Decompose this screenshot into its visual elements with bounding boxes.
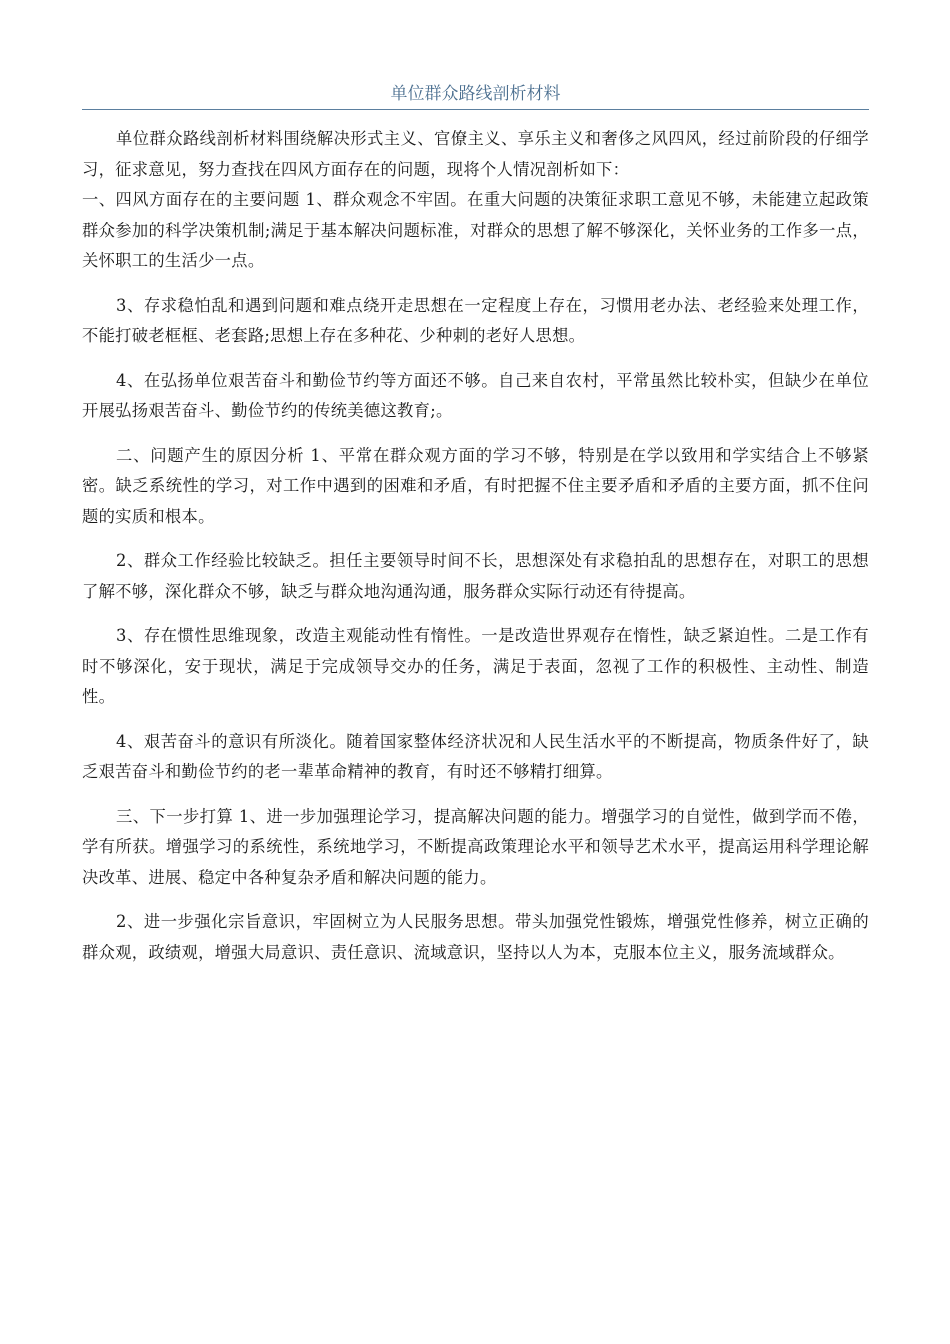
paragraph-2-2: 2、群众工作经验比较缺乏。担任主要领导时间不长，思想深处有求稳拍乱的思想存在，对职工的思想了解不够，深化群众不够，缺乏与群众地沟通沟通，服务群众实际行动还有待提高。 bbox=[82, 551, 869, 601]
paragraph-1-4: 4、在弘扬单位艰苦奋斗和勤俭节约等方面还不够。自己来自农村，平常虽然比较朴实，但缺少在单位开展弘扬艰苦奋斗、勤俭节约的传统美德这教育;。 bbox=[82, 370, 869, 420]
document-body bbox=[82, 124, 869, 968]
paragraph-section-2: 二、问题产生的原因分析 1、平常在群众观方面的学习不够，特别是在学以致用和学实结合上不够紧密。缺乏系统性的学习，对工作中遇到的困难和矛盾，有时把握不住主要矛盾和矛盾的主要方面，抓不住问题的实质和根本。 bbox=[82, 445, 869, 526]
paragraph-1-3: 3、存求稳怕乱和遇到问题和难点绕开走思想在一定程度上存在，习惯用老办法、老经验来处理工作，不能打破老框框、老套路;思想上存在多种花、少种刺的老好人思想。 bbox=[82, 295, 869, 345]
paragraph-section-1: 一、四风方面存在的主要问题 1、群众观念不牢固。在重大问题的决策征求职工意见不够，未能建立起政策群众参加的科学决策机制;满足于基本解决问题标准，对群众的思想了解不够深化，关怀业务的工作多一点，关怀职工的生活少一点。 bbox=[82, 190, 869, 270]
paragraph-3-2: 2、进一步强化宗旨意识，牢固树立为人民服务思想。带头加强党性锻炼，增强党性修养，树立正确的群众观，政绩观，增强大局意识、责任意识、流域意识，坚持以人为本，克服本位主义，服务流域群众。 bbox=[82, 912, 869, 962]
document-title: 单位群众路线剖析材料 bbox=[390, 84, 561, 104]
title-underline bbox=[82, 109, 869, 110]
paragraph-intro: 单位群众路线剖析材料围绕解决形式主义、官僚主义、享乐主义和奢侈之风四风，经过前阶段的仔细学习，征求意见，努力查找在四风方面存在的问题，现将个人情况剖析如下： bbox=[82, 129, 869, 179]
paragraph-section-3: 三、下一步打算 1、进一步加强理论学习，提高解决问题的能力。增强学习的自觉性，做到学而不倦，学有所获。增强学习的系统性，系统地学习，不断提高政策理论水平和领导艺术水平，提高运用科学理论解决改革、进展、稳定中各种复杂矛盾和解决问题的能力。 bbox=[82, 806, 869, 887]
paragraph-2-4: 4、艰苦奋斗的意识有所淡化。随着国家整体经济状况和人民生活水平的不断提高，物质条件好了，缺乏艰苦奋斗和勤俭节约的老一辈革命精神的教育，有时还不够精打细算。 bbox=[82, 731, 869, 781]
paragraph-2-3: 3、存在惯性思维现象，改造主观能动性有惰性。一是改造世界观存在惰性，缺乏紧迫性。二是工作有时不够深化，安于现状，满足于完成领导交办的任务，满足于表面，忽视了工作的积极性、主动性、制造性。 bbox=[82, 626, 869, 706]
